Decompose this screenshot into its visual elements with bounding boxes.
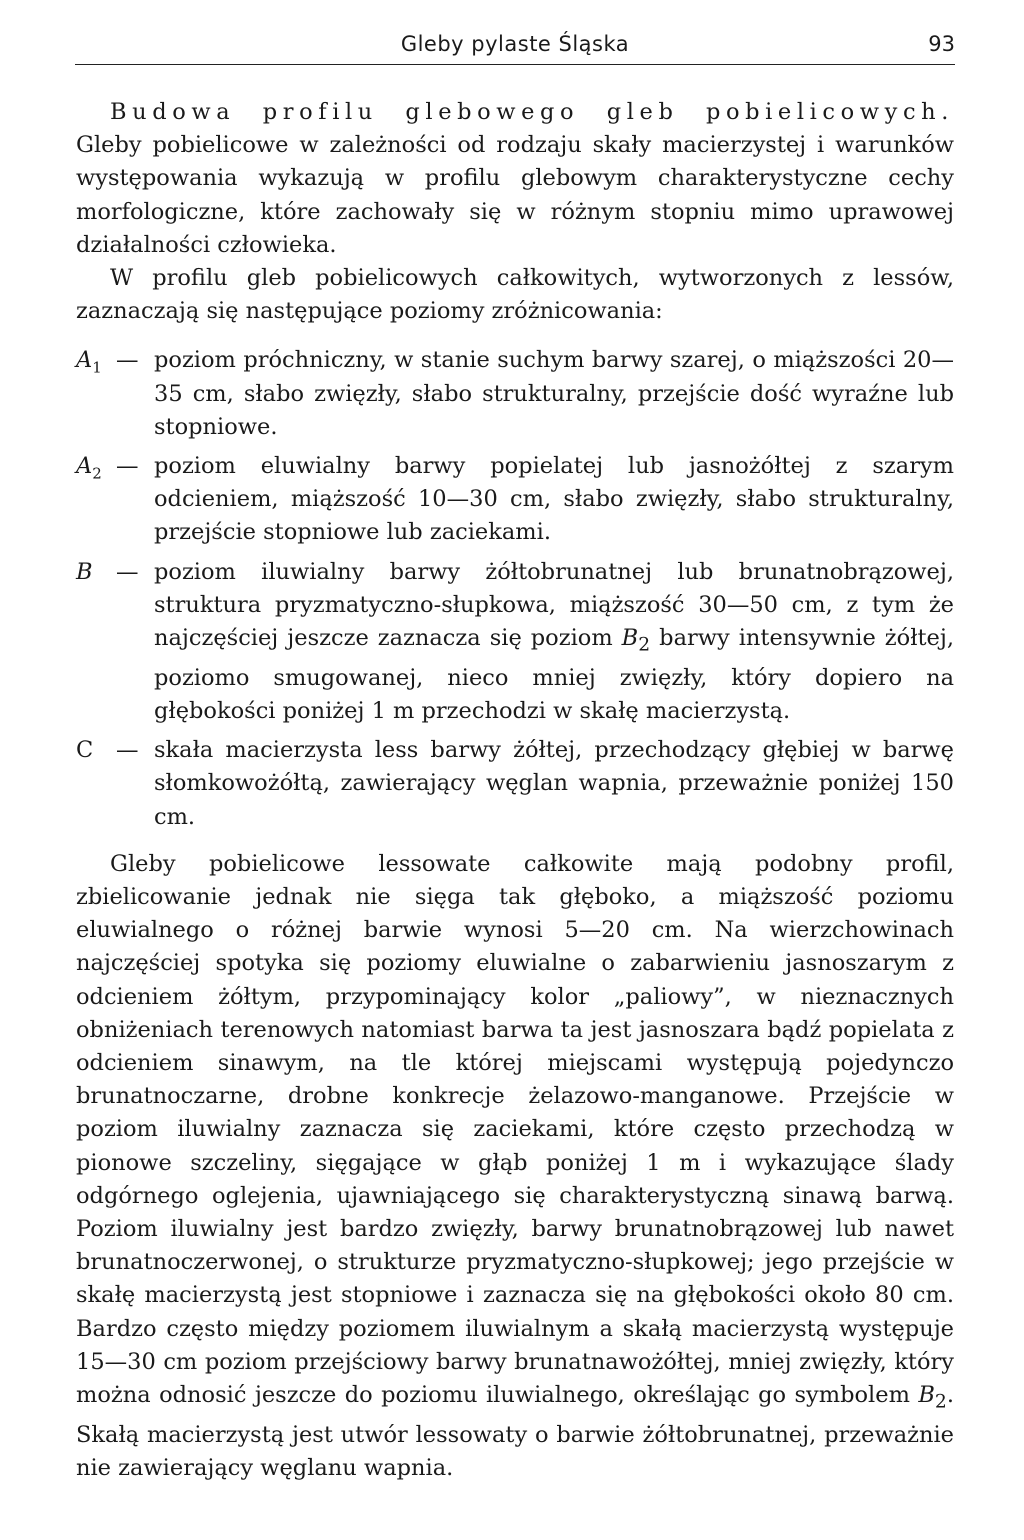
horizon-description: skała macierzysta less barwy żółtej, przechodzący głębiej w barwę słomkowożółtą, zawierający węglan wapnia, przeważnie poniżej 150 cm.	[154, 737, 954, 830]
paragraph-1	[76, 96, 954, 262]
horizon-description: poziom iluwialny barwy żółtobrunatnej lub brunatnobrązowej, struktura pryzmatyczno-słupkowa, miąższość 30—50 cm, z tym że najczęściej jeszcze zaznacza się poziom $B_2$ barwy intensywnie żółtej, poziomo smugowanej, nieco mniej zwięzły, który dopiero na głębokości poniżej 1 m przechodzi w skałę macierzystą.	[154, 558, 954, 724]
section-heading: Budowa profilu glebowego gleb pobielicowych.	[110, 99, 954, 125]
horizon-item-b	[76, 556, 954, 729]
horizon-symbol: $A_1$	[76, 347, 102, 377]
page-number: 93	[928, 32, 955, 56]
horizon-description: poziom eluwialny barwy popielatej lub jasnożółtej z szarym odcieniem, miąższość 10—30 cm, słabo zwięzły, słabo strukturalny, przejście stopniowe lub zaciekami.	[154, 453, 954, 546]
running-head	[75, 30, 955, 66]
horizon-item-a2	[76, 450, 954, 550]
body-text	[76, 96, 954, 1485]
horizon-symbol: C	[76, 737, 94, 764]
horizon-item-c	[76, 734, 954, 834]
paragraph-1-text: Gleby pobielicowe w zależności od rodzaju skały macierzystej i warunków występowania wykazują w profilu glebowym charakterystyczne cechy morfologiczne, które zachowały się w różnym stopniu mimo uprawowej działalności człowieka.	[76, 132, 954, 258]
horizon-item-a1	[76, 344, 954, 444]
horizon-dash: —	[116, 453, 139, 480]
horizon-symbol: $A_2$	[76, 453, 102, 483]
horizon-dash: —	[116, 347, 139, 374]
paragraph-2: W profilu gleb pobielicowych całkowitych, wytworzonych z lessów, zaznaczają się następujące poziomy zróżnicowania:	[76, 265, 954, 325]
horizon-description: poziom próchniczny, w stanie suchym barwy szarej, o miąższości 20—35 cm, słabo zwięzły, słabo strukturalny, przejście dość wyraźne lub stopniowe.	[154, 347, 954, 440]
header-rule	[75, 64, 955, 65]
horizon-symbol: B	[76, 558, 93, 585]
horizon-list	[76, 344, 954, 833]
running-title: Gleby pylaste Śląska	[400, 32, 630, 56]
horizon-dash: —	[116, 737, 139, 764]
horizon-dash: —	[116, 558, 139, 585]
paragraph-3: Gleby pobielicowe lessowate całkowite mają podobny profil, zbielicowanie jednak nie sięga tak głęboko, a miąższość poziomu eluwialnego o różnej barwie wynosi 5—20 cm. Na wierzchowinach najczęściej spotyka się poziomy eluwialne o zabarwieniu jasnoszarym z odcieniem żółtym, przypominający kolor „paliowy”, w nieznacznych obniżeniach terenowych natomiast barwa ta jest jasnoszara bądź popielata z odcieniem sinawym, na tle której miejscami występują pojedynczo brunatnoczarne, drobne konkrecje żelazowo-manganowe. Przejście w poziom iluwialny zaznacza się zaciekami, które często przechodzą w pionowe szczeliny, sięgające w głąb poniżej 1 m i wykazujące ślady odgórnego oglejenia, ujawniającego się charakterystyczną sinawą barwą. Poziom iluwialny jest bardzo zwięzły, barwy brunatnobrązowej lub nawet brunatnoczerwonej, o strukturze pryzmatyczno-słupkowej; jego przejście w skałę macierzystą jest stopniowe i zaznacza się na głębokości około 80 cm. Bardzo często między poziomem iluwialnym a skałą macierzystą występuje 15—30 cm poziom przejściowy barwy brunatnawożółtej, mniej zwięzły, który można odnosić jeszcze do poziomu iluwialnego, określając go symbolem $B_2$. Skałą macierzystą jest utwór lessowaty o barwie żółtobrunatnej, przeważnie nie zawierający węglanu wapnia.	[76, 850, 954, 1481]
